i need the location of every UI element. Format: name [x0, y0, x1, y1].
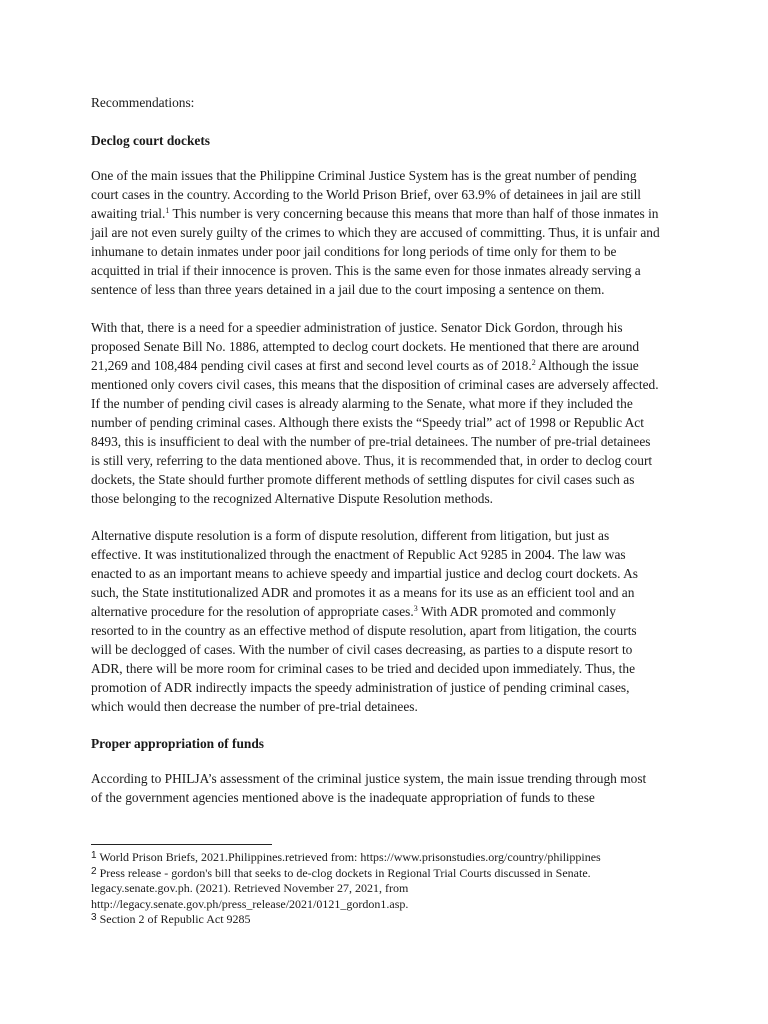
text-line: acquitted in trial if their innocence is proven. This is the same even for those inmates already serving a	[91, 263, 641, 278]
section-heading-funds: Proper appropriation of funds	[91, 736, 264, 751]
footnote-3: $^3$ Section 2 of Republic Act 9285	[91, 912, 251, 926]
text-line: of the government agencies mentioned above is the inadequate appropriation of funds to these	[91, 790, 595, 805]
footnote-2-cont: legacy.senate.gov.ph. (2021). Retrieved November 27, 2021, from	[91, 881, 409, 895]
text-line: jail are not even surely guilty of the crimes to which they are accused of committing. Thus, it is unfair and	[91, 225, 660, 240]
text-line: those belonging to the recognized Alternative Dispute Resolution methods.	[91, 491, 494, 506]
intro-text: Recommendations:	[91, 95, 195, 110]
text-line: number of pending criminal cases. Although there exists the “Speedy trial” act of 1998 or Republic Act	[91, 415, 644, 430]
text-line: mentioned only covers civil cases, this means that the disposition of criminal cases are adversely affected.	[91, 377, 659, 392]
text-line: alternative procedure for the resolution of appropriate cases.$^3$ With ADR promoted and commonly	[91, 604, 616, 619]
text-line: resorted to in the country as an effective method of dispute resolution, apart from litigation, the courts	[91, 623, 637, 638]
text-line: inhumane to detain inmates under poor jail conditions for long periods of time only for them to be	[91, 244, 617, 259]
text-line: enacted to as an important means to achieve speedy and impartial justice and declog court dockets. As	[91, 566, 638, 581]
text-line: court cases in the country. According to the World Prison Brief, over 63.9% of detainees in jail are still	[91, 187, 642, 202]
footnote-2-link[interactable]: http://legacy.senate.gov.ph/press_release/2021/0121_gordon1.asp.	[91, 896, 409, 911]
text-line: 21,269 and 108,484 pending civil cases at first and second level courts as of 2018.$^2$ Although the issue	[91, 358, 639, 373]
text-line: which would then decrease the number of pre-trial detainees.	[91, 699, 418, 714]
text-line: If the number of pending civil cases is already alarming to the Senate, what more if they included the	[91, 396, 633, 411]
recommendations-intro	[91, 93, 691, 112]
text-line: dockets, the State should further promote different methods of settling disputes for civil cases such as	[91, 472, 635, 487]
footnotes	[91, 850, 691, 928]
text-line: is still very, referring to the data mentioned above. Thus, it is recommended that, in order to declog court	[91, 453, 653, 468]
paragraph-1	[91, 166, 691, 299]
footnote-2: $^2$ Press release - gordon's bill that seeks to de-clog dockets in Regional Trial Courts discussed in Senate.	[91, 865, 591, 880]
text-line: proposed Senate Bill No. 1886, attempted to declog court dockets. He mentioned that there are around	[91, 339, 640, 354]
text-line: 8493, this is insufficient to deal with the number of pre-trial detainees. The number of pre-trial detainees	[91, 434, 651, 449]
footnote-ref-3[interactable]: 3	[413, 604, 418, 613]
footnote-divider	[91, 844, 272, 845]
footnote-ref-2[interactable]: 2	[531, 358, 536, 367]
footnote-1: $^1$ World Prison Briefs, 2021.Philippines.retrieved from: https://www.prisonstudies.org/country/philippines	[91, 850, 601, 864]
text-line: effective. It was institutionalized through the enactment of Republic Act 9285 in 2004. The law was	[91, 547, 626, 562]
text-line: will be declogged of cases. With the number of civil cases decreasing, as parties to a dispute resort to	[91, 642, 633, 657]
text-line: such, the State institutionalized ADR and promotes it as a means for its use as an efficient tool and an	[91, 585, 635, 600]
footnote-ref-1[interactable]: 1	[165, 206, 170, 215]
text-line: Alternative dispute resolution is a form of dispute resolution, different from litigation, but just as	[91, 528, 610, 543]
text-line: According to PHILJA’s assessment of the criminal justice system, the main issue trending through most	[91, 771, 647, 786]
text-line: sentence of less than three years detained in a jail due to the court imposing a sentence on them.	[91, 282, 605, 297]
paragraph-4	[91, 769, 691, 807]
section-heading-declog: Declog court dockets	[91, 133, 210, 148]
paragraph-3	[91, 526, 691, 716]
text-line: ADR, there will be more room for criminal cases to be tried and decided upon immediately. Thus, the	[91, 661, 636, 676]
text-line: awaiting trial.$^1$ This number is very concerning because this means that more than half of those inmates in	[91, 206, 659, 221]
text-line: promotion of ADR indirectly impacts the speedy administration of justice of pending criminal cases,	[91, 680, 630, 695]
text-line: One of the main issues that the Philippine Criminal Justice System has is the great number of pending	[91, 168, 637, 183]
paragraph-2	[91, 318, 691, 508]
text-line: With that, there is a need for a speedier administration of justice. Senator Dick Gordon, through his	[91, 320, 623, 335]
